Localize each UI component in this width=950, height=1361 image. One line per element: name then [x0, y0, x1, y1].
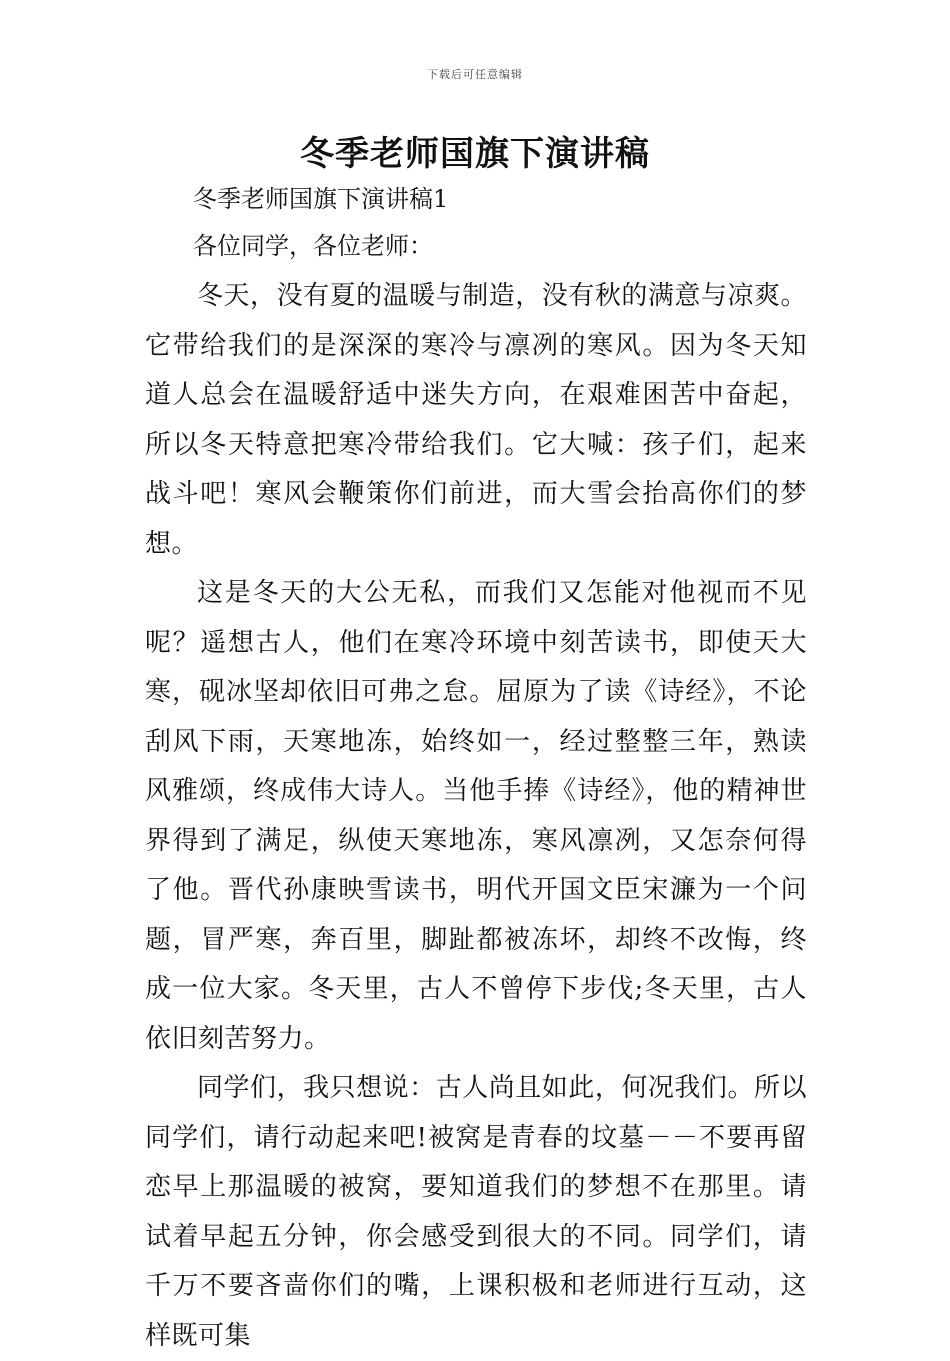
paragraph-1: 冬天，没有夏的温暖与制造，没有秋的满意与凉爽。它带给我们的是深深的寒冷与凛冽的寒风。因为冬天知道人总会在温暖舒适中迷失方向，在艰难困苦中奋起，所以冬天特意把寒冷带给我们。它大喊：孩子们，起来战斗吧！寒风会鞭策你们前进，而大雪会抬高你们的梦想。 [145, 281, 807, 559]
salutation: 各位同学，各位老师： [193, 232, 433, 260]
paragraph-2: 这是冬天的大公无私，而我们又怎能对他视而不见呢？遥想古人，他们在寒冷环境中刻苦读书，即使天大寒，砚冰坚却依旧可弗之怠。屈原为了读《诗经》，不论刮风下雨，天寒地冻，始终如一，经过整整三年，熟读风雅颂，终成伟大诗人。当他手捧《诗经》，他的精神世界得到了满足，纵使天寒地冻，寒风凛冽，又怎奈何得了他。晋代孙康映雪读书，明代开国文臣宋濂为一个问题，冒严寒，奔百里，脚趾都被冻坏，却终不改悔，终成一位大家。冬天里，古人不曾停下步伐;冬天里，古人依旧刻苦努力。 [145, 578, 807, 1054]
header-note: 下载后可任意编辑 [427, 68, 523, 81]
paragraph-3: 同学们，我只想说：古人尚且如此，何况我们。所以同学们，请行动起来吧!被窝是青春的坟墓－－不要再留恋早上那温暖的被窝，要知道我们的梦想不在那里。请试着早起五分钟，你会感受到很大的不同。同学们，请千万不要吝啬你们的嘴，上课积极和老师进行互动，这样既可集 [145, 1073, 807, 1351]
section-subtitle: 冬季老师国旗下演讲稿1 [193, 185, 449, 213]
document-body [145, 176, 807, 1361]
document-title: 冬季老师国旗下演讲稿 [300, 134, 650, 174]
